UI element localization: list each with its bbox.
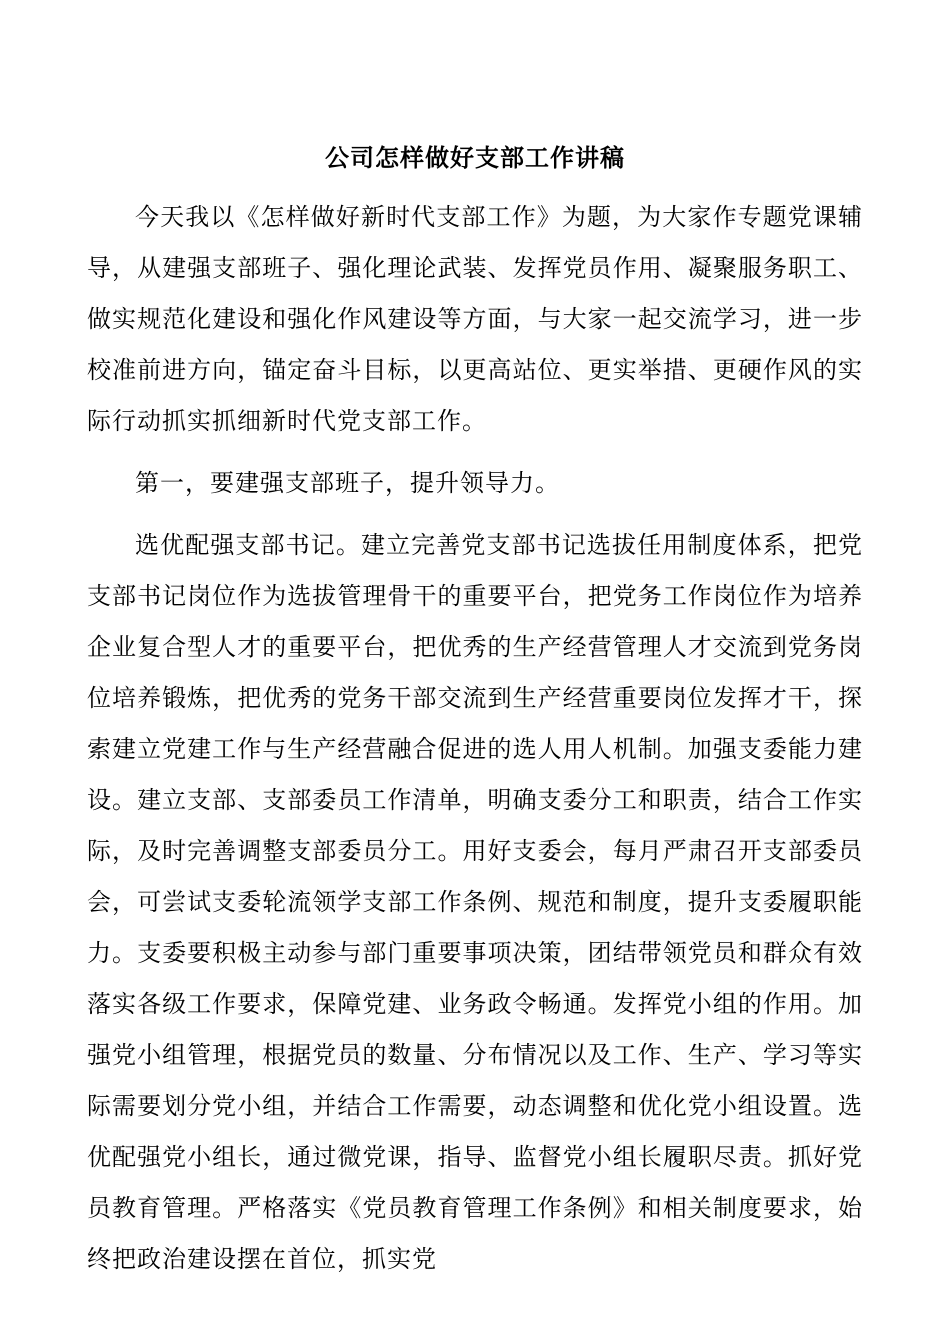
document-body	[87, 138, 863, 1285]
paragraph-intro: 今天我以《怎样做好新时代支部工作》为题，为大家作专题党课辅导，从建强支部班子、强化理论武装、发挥党员作用、凝聚服务职工、做实规范化建设和强化作风建设等方面，与大家一起交流学习，进一步校准前进方向，锚定奋斗目标，以更高站位、更实举措、更硬作风的实际行动抓实抓细新时代党支部工作。	[87, 203, 863, 435]
paragraph-body: 选优配强支部书记。建立完善党支部书记选拔任用制度体系，把党支部书记岗位作为选拔管理骨干的重要平台，把党务工作岗位作为培养企业复合型人才的重要平台，把优秀的生产经营管理人才交流到党务岗位培养锻炼，把优秀的党务干部交流到生产经营重要岗位发挥才干，探索建立党建工作与生产经营融合促进的选人用人机制。加强支委能力建设。建立支部、支部委员工作清单，明确支委分工和职责，结合工作实际，及时完善调整支部委员分工。用好支委会，每月严肃召开支部委员会，可尝试支委轮流领学支部工作条例、规范和制度，提升支委履职能力。支委要积极主动参与部门重要事项决策，团结带领党员和群众有效落实各级工作要求，保障党建、业务政令畅通。发挥党小组的作用。加强党小组管理，根据党员的数量、分布情况以及工作、生产、学习等实际需要划分党小组，并结合工作需要，动态调整和优化党小组设置。选优配强党小组长，通过微党课，指导、监督党小组长履职尽责。抓好党员教育管理。严格落实《党员教育管理工作条例》和相关制度要求，始终把政治建设摆在首位，抓实党	[87, 531, 863, 1273]
document-title: 公司怎样做好支部工作讲稿	[325, 143, 625, 172]
paragraph-section-heading: 第一，要建强支部班子，提升领导力。	[135, 469, 560, 497]
